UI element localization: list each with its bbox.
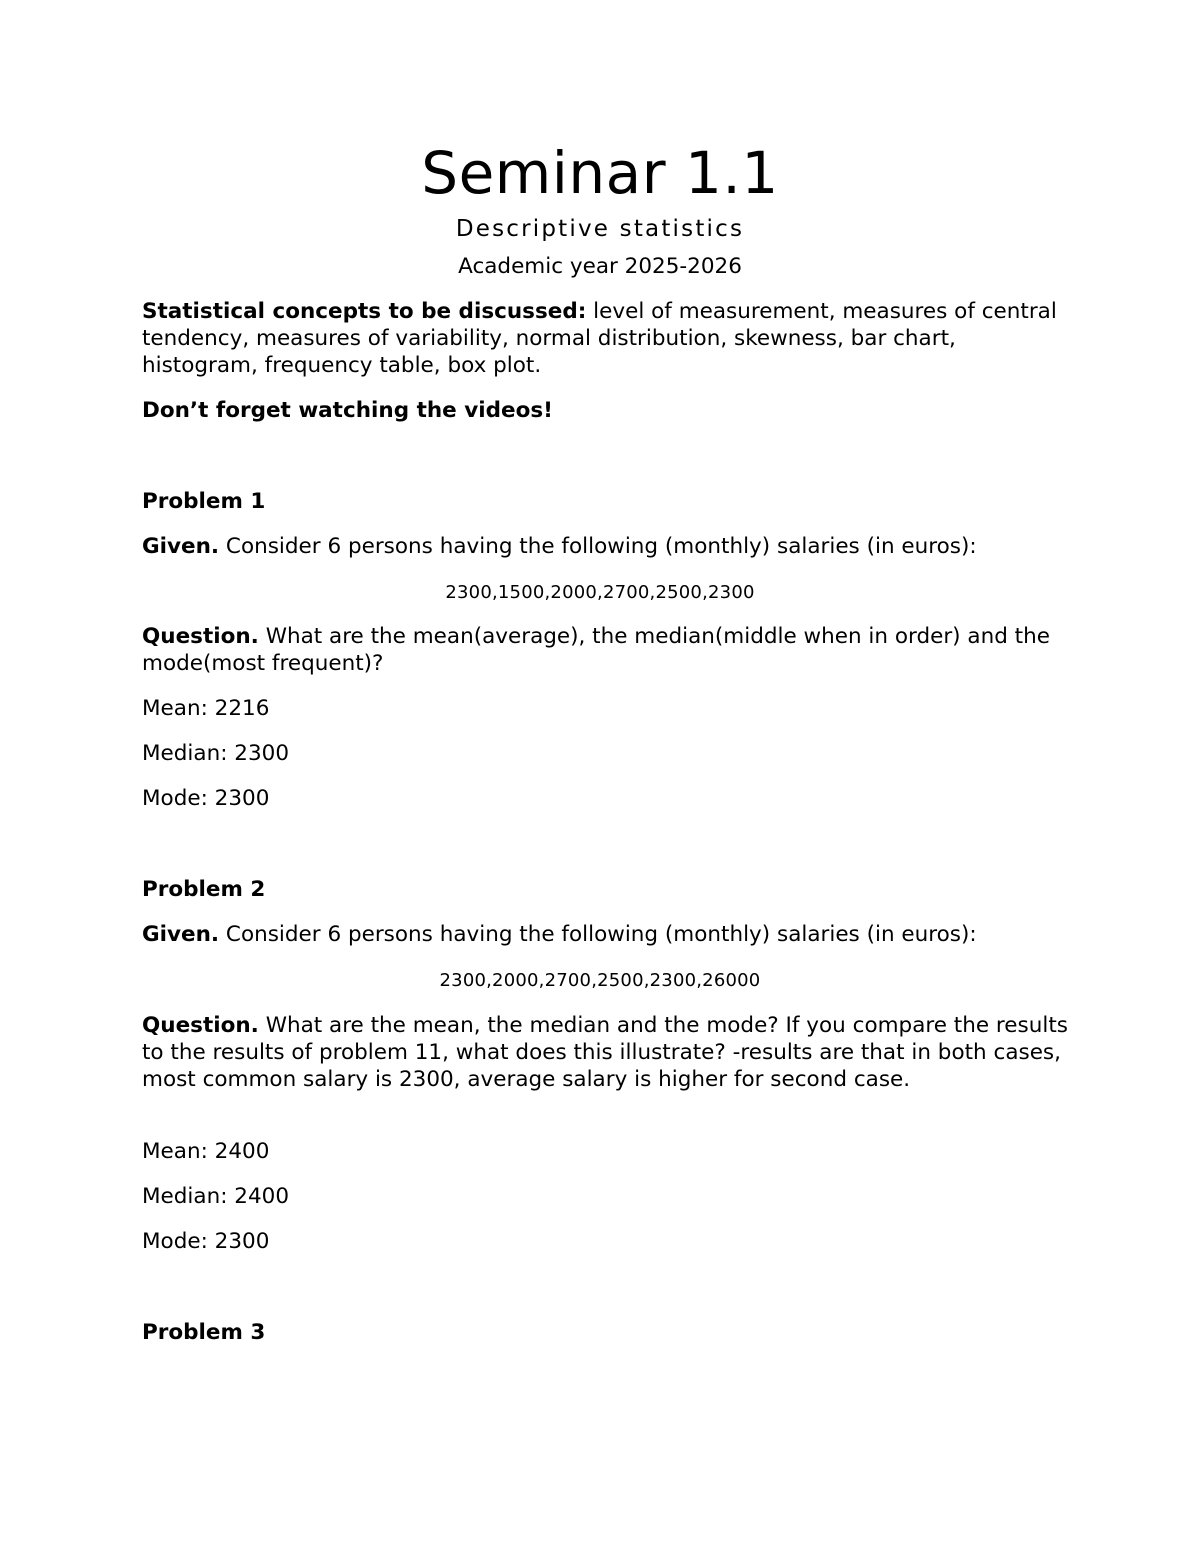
document-subtitle: Descriptive statistics <box>455 216 745 242</box>
problem-2-given <box>142 921 1072 948</box>
problem-2-salary-data: 2300,2000,2700,2500,2300,26000 <box>439 970 761 991</box>
question-text: What are the mean(average), the median(middle when in order) and the mode(most frequent)? <box>142 624 1050 676</box>
problem-1-mode: Mode: 2300 <box>142 786 270 811</box>
question-label: Question. <box>142 624 259 649</box>
concepts-text: level of measurement, measures of central tendency, measures of variability, normal distribution, skewness, bar chart, histogram, frequency table, box plot. <box>142 299 1057 378</box>
document-title: Seminar 1.1 <box>421 139 779 207</box>
given-label: Given. <box>142 922 220 947</box>
problem-1-heading: Problem 1 <box>142 489 266 514</box>
question-label: Question. <box>142 1013 259 1038</box>
videos-reminder: Don’t forget watching the videos! <box>142 398 553 423</box>
problem-3-heading: Problem 3 <box>142 1320 266 1345</box>
problem-1-given <box>142 533 1072 560</box>
given-text: Consider 6 persons having the following (monthly) salaries (in euros): <box>219 534 977 559</box>
problem-1-median: Median: 2300 <box>142 741 289 766</box>
given-text: Consider 6 persons having the following (monthly) salaries (in euros): <box>219 922 977 947</box>
question-text: What are the mean, the median and the mode? If you compare the results to the results of problem 11, what does this illustrate? -results are that in both cases, most common salary is 2300, average salary is higher for second case. <box>142 1013 1068 1092</box>
problem-1-mean: Mean: 2216 <box>142 696 270 721</box>
problem-2-mode: Mode: 2300 <box>142 1229 270 1254</box>
concepts-label: Statistical concepts to be discussed: <box>142 299 587 324</box>
concepts-paragraph <box>142 298 1072 379</box>
problem-2-median: Median: 2400 <box>142 1184 289 1209</box>
problem-2-mean: Mean: 2400 <box>142 1139 270 1164</box>
problem-2-question <box>142 1012 1072 1093</box>
academic-year: Academic year 2025-2026 <box>458 254 742 279</box>
problem-1-salary-data: 2300,1500,2000,2700,2500,2300 <box>445 582 755 603</box>
given-label: Given. <box>142 534 220 559</box>
problem-2-heading: Problem 2 <box>142 877 266 902</box>
problem-1-question <box>142 623 1072 677</box>
